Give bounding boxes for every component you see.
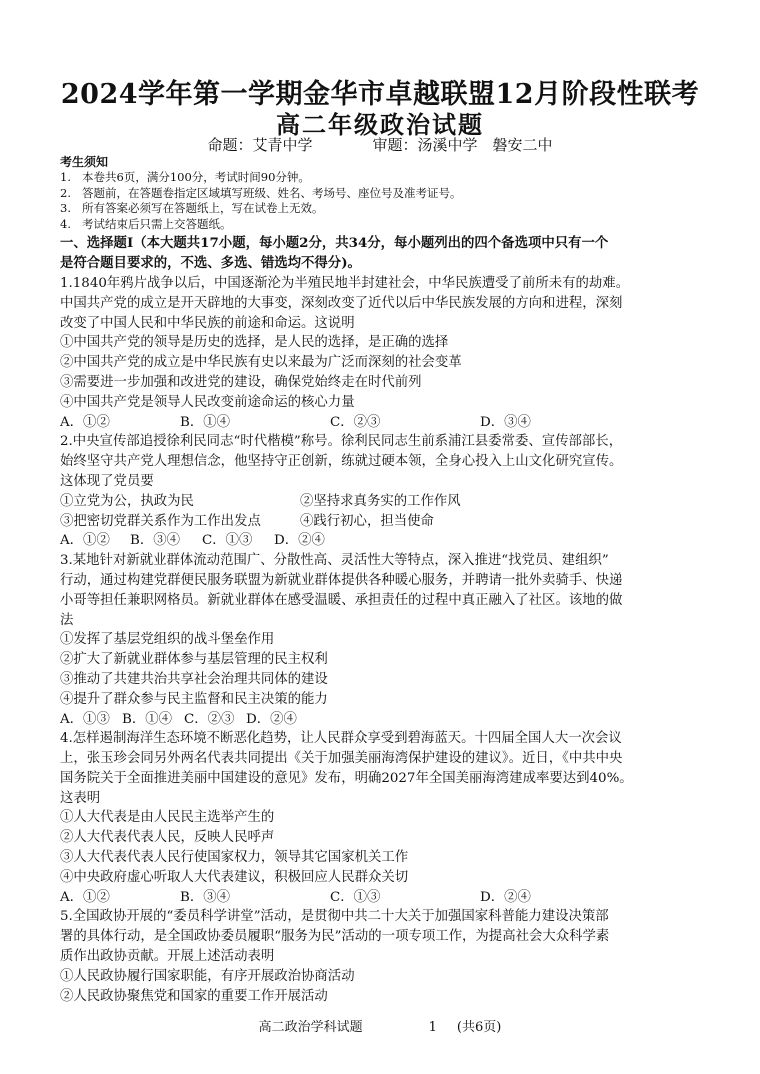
choice-c: C．①③	[330, 889, 381, 905]
choice-d: D．③④	[480, 414, 531, 430]
notice-item: 2. 答题前，在答题卷指定区域填写班级、姓名、考场号、座位号及准考证号。	[60, 185, 462, 200]
question-stem: 始终坚守共产党人理想信念，他坚持守正创新，练就过硬本领，全身心投入上山文化研究宣传。	[60, 454, 623, 470]
reviewer: 审题：汤溪中学 磐安二中	[372, 136, 553, 154]
question-stem: 上，张玉珍会同另外两名代表共同提出《关于加强美丽海湾保护建设的建议》。近日，《中共中央	[60, 751, 623, 767]
question-stem: 行动，通过构建党群便民服务联盟为新就业群体提供各种暖心服务，并聘请一批外卖骑手、快递	[60, 572, 623, 588]
choice-b: B．③④	[130, 533, 181, 549]
choice-a: A．①②	[60, 533, 110, 549]
choice-a: A．①②	[60, 889, 110, 905]
question-stem: 1.1840年鸦片战争以后，中国逐渐沦为半殖民地半封建社会，中华民族遭受了前所未有的劫难。	[60, 275, 630, 291]
statement-item: ③人大代表代表人民行使国家权力，领导其它国家机关工作	[60, 850, 409, 866]
choice-d: D．②④	[246, 711, 297, 727]
statement-row	[60, 492, 720, 512]
question-5	[60, 907, 720, 1006]
statement-item: ②坚持求真务实的工作作风	[300, 493, 461, 509]
answer-choices	[60, 710, 720, 730]
notice-list	[60, 170, 720, 232]
notice-heading: 考生须知	[60, 155, 109, 169]
statement-item: ④中央政府虚心听取人大代表建议，积极回应人民群众关切	[60, 869, 409, 885]
choice-a: A．①③	[60, 711, 110, 727]
section-heading: 一、选择题Ⅰ（本大题共17小题，每小题2分，共34分，每小题列出的四个备选项中只有一个 是符合题目要求的，不选、多选、错选均不得分)。	[60, 235, 609, 272]
page-total: (共6页)	[456, 1020, 502, 1035]
statement-item: ④践行初心，担当使命	[300, 513, 434, 529]
question-stem: 小哥等担任兼职网格员。新就业群体在感受温暖、承担责任的过程中真正融入了社区。该地的做	[60, 592, 623, 608]
question-4	[60, 729, 720, 907]
setter: 命题：艾青中学	[207, 136, 313, 154]
statement-item: ①立党为公，执政为民	[60, 493, 194, 509]
statement-item: ①中国共产党的领导是历史的选择，是人民的选择，是正确的选择	[60, 335, 449, 351]
statement-item: ④中国共产党是领导人民改变前途命运的核心力量	[60, 394, 355, 410]
exam-body	[60, 152, 720, 1006]
statement-item: ①人大代表是由人民民主选举产生的	[60, 810, 275, 826]
choice-b: B．③④	[180, 889, 231, 905]
statement-item: ①发挥了基层党组织的战斗堡垒作用	[60, 632, 275, 648]
statement-item: ①人民政协履行国家职能，有序开展政治协商活动	[60, 968, 355, 984]
statement-item: ②中国共产党的成立是中华民族有史以来最为广泛而深刻的社会变革	[60, 355, 462, 371]
question-stem: 4.怎样遏制海洋生态环境不断恶化趋势，让人民群众享受到碧海蓝天。十四届全国人大一次会议	[60, 731, 622, 747]
question-stem: 5.全国政协开展的“委员科学讲堂”活动，是贯彻中共二十大关于加强国家科普能力建设决策部	[60, 909, 609, 925]
question-3	[60, 551, 720, 729]
choice-b: B．①④	[180, 414, 231, 430]
question-stem: 中国共产党的成立是开天辟地的大事变，深刻改变了近代以后中华民族发展的方向和进程，深刻	[60, 295, 623, 311]
statement-item: ②人大代表代表人民，反映人民呼声	[60, 830, 275, 846]
choice-c: C．②③	[330, 414, 381, 430]
statement-item: ②人民政协聚焦党和国家的重要工作开展活动	[60, 988, 328, 1004]
choice-a: A．①②	[60, 414, 110, 430]
statement-item: ②扩大了新就业群体参与基层管理的民主权利	[60, 652, 328, 668]
question-stem: 法	[60, 612, 74, 628]
choice-c: C．①③	[202, 533, 253, 549]
choice-b: B．①④	[122, 711, 173, 727]
question-stem: 署的具体行动，是全国政协委员履职“服务为民”活动的一项专项工作，为提高社会大众科学素	[60, 929, 610, 945]
answer-choices	[60, 531, 720, 551]
notice-item: 4. 考试结束后只需上交答题纸。	[60, 216, 232, 231]
question-stem: 国务院关于全面推进美丽中国建设的意见》发布，明确2027年全国美丽海湾建成率要达到40%。	[60, 770, 633, 786]
notice-item: 1. 本卷共6页，满分100分，考试时间90分钟。	[60, 170, 310, 184]
choice-d: D．②④	[274, 533, 325, 549]
page-number: 1	[428, 1020, 437, 1035]
question-stem: 这体现了党员要	[60, 473, 154, 489]
statement-item: ③把密切党群关系作为工作出发点	[60, 513, 261, 529]
statement-row	[60, 512, 720, 532]
question-stem: 质作出政协贡献。开展上述活动表明	[60, 949, 275, 965]
answer-choices	[60, 413, 720, 433]
statement-item: ④提升了群众参与民主监督和民主决策的能力	[60, 691, 328, 707]
statement-item: ③需要进一步加强和改进党的建设，确保党始终走在时代前列	[60, 374, 422, 390]
question-1	[60, 274, 720, 432]
page-footer	[0, 1016, 760, 1035]
notice-item: 3. 所有答案必须写在答题纸上，写在试卷上无效。	[60, 201, 324, 216]
question-stem: 这表明	[60, 790, 101, 806]
choice-d: D．②④	[480, 889, 531, 905]
question-stem: 改变了中国人民和中华民族的前途和命运。这说明	[60, 315, 355, 331]
question-stem: 2.中央宣传部追授徐利民同志“时代楷模”称号。徐利民同志生前系浦江县委常委、宣传部部长，	[60, 434, 623, 450]
question-stem: 3.某地针对新就业群体流动范围广、分散性高、灵活性大等特点，深入推进“找党员、建组织”	[60, 553, 609, 569]
statement-item: ③推动了共建共治共享社会治理共同体的建设	[60, 671, 328, 687]
exam-subtitle: 高二年级政治试题	[276, 110, 484, 139]
answer-choices	[60, 888, 720, 908]
footer-subject: 高二政治学科试题	[258, 1020, 363, 1035]
question-2	[60, 432, 720, 551]
choice-c: C．②③	[184, 711, 235, 727]
exam-title: 2024学年第一学期金华市卓越联盟12月阶段性联考	[60, 79, 700, 110]
